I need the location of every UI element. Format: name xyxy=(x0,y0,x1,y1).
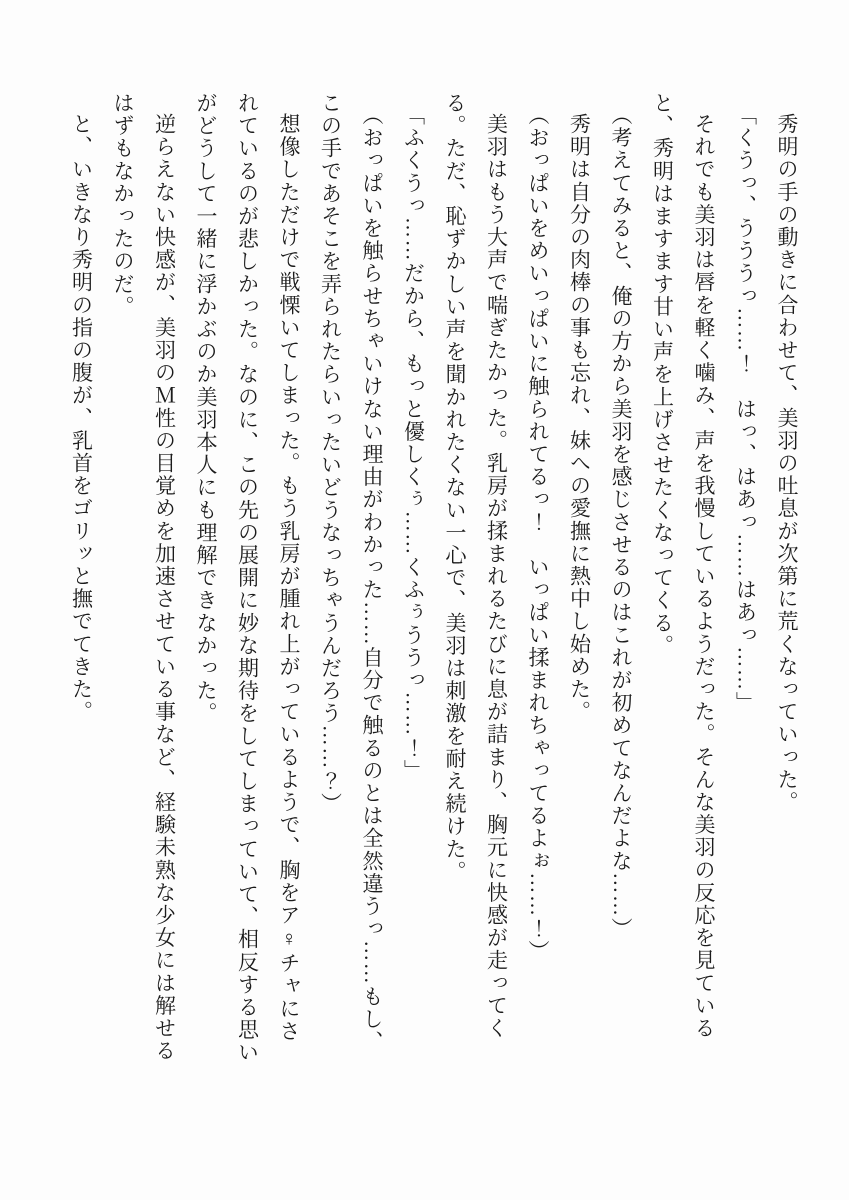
paragraph: 秀明の手の動きに合わせて、美羽の吐息が次第に荒くなっていった。 xyxy=(775,113,799,814)
paragraph: 秀明は自分の肉棒の事も忘れ、妹への愛撫に熱中し始めた。 xyxy=(567,113,592,724)
paragraph: （おっぱいを触らせちゃいけない理由がわかった……自分で触るのとは全然違うっ……もし、この手であそこを弄られたらいったいどうなっちゃうんだろう……？） xyxy=(318,92,384,1053)
paragraph: それでも美羽は唇を軽く噛み、声を我慢しているようだった。そんな美羽の反応を見ていると、秀明はますます甘い声を上げさせたくなってくる。 xyxy=(650,92,716,1040)
paragraph: （考えてみると、俺の方から美羽を感じさせるのはこれが初めてなんだよな……） xyxy=(609,103,633,940)
paragraph: 「ふくうっ……だから、もっと優しくぅ……くふぅううっ……！」 xyxy=(401,103,426,782)
paragraph: 「くうっ、うううっ……！ はっ、はあっ……はあっ……」 xyxy=(733,103,758,714)
paragraph: と、いきなり秀明の指の腹が、乳首をゴリッと撫でてきた。 xyxy=(69,113,94,724)
paragraph: 逆らえない快感が、美羽のＭ性の目覚めを加速させている事など、経験未熟な少女には解せるはずもなかったのだ。 xyxy=(111,92,177,1063)
paragraph: （おっぱいをめいっぱいに触られてるっ！ いっぱい揉まれちゃってるよぉ……！） xyxy=(526,103,550,963)
page-text xyxy=(60,92,807,1064)
paragraph: 美羽はもう大声で喘ぎたかった。乳房が揉まれるたびに息が詰まり、胸元に快感が走ってくる。ただ、恥ずかしい声を聞かれたくない一心で、美羽は刺激を耐え続けた。 xyxy=(443,92,509,1040)
paragraph: 想像しただけで戦慄いてしまった。もう乳房が腫れ上がっているようで、胸をア♀チャにされているのが悲しかった。なのに、この先の展開に妙な期待をしてしまっていて、相反する思いがどうして一緒に浮かぶのか美羽本人にも理解できなかった。 xyxy=(194,92,301,1064)
